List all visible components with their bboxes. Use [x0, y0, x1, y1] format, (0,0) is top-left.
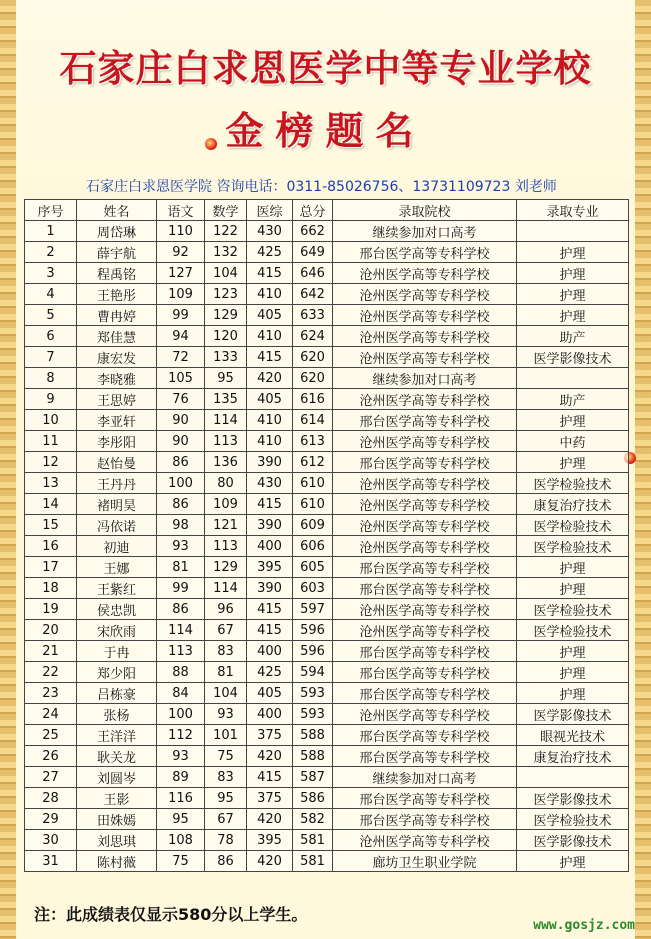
- cell-index: 31: [25, 851, 77, 872]
- cell-medical: 420: [247, 851, 293, 872]
- cell-index: 12: [25, 452, 77, 473]
- cell-index: 11: [25, 431, 77, 452]
- cell-math: 122: [205, 221, 247, 242]
- cell-total: 633: [293, 305, 333, 326]
- cell-medical: 430: [247, 221, 293, 242]
- cell-chinese: 92: [157, 242, 205, 263]
- cell-medical: 415: [247, 599, 293, 620]
- cell-medical: 425: [247, 662, 293, 683]
- cell-chinese: 81: [157, 557, 205, 578]
- cell-total: 616: [293, 389, 333, 410]
- cell-major: 护理: [517, 452, 629, 473]
- cell-name: 初迪: [77, 536, 157, 557]
- cell-major: 眼视光技术: [517, 725, 629, 746]
- cell-chinese: 100: [157, 473, 205, 494]
- cell-chinese: 90: [157, 410, 205, 431]
- cell-medical: 420: [247, 809, 293, 830]
- cell-major: 中药: [517, 431, 629, 452]
- cell-math: 75: [205, 746, 247, 767]
- table-row: [25, 809, 629, 830]
- cell-major: 护理: [517, 284, 629, 305]
- cell-school: 邢台医学高等专科学校: [333, 242, 517, 263]
- table-row: [25, 851, 629, 872]
- cell-name: 冯依诺: [77, 515, 157, 536]
- cell-name: 康宏发: [77, 347, 157, 368]
- cell-total: 582: [293, 809, 333, 830]
- cell-school: 沧州医学高等专科学校: [333, 326, 517, 347]
- cell-math: 95: [205, 788, 247, 809]
- cell-medical: 415: [247, 347, 293, 368]
- cell-medical: 420: [247, 746, 293, 767]
- cell-index: 28: [25, 788, 77, 809]
- cell-index: 7: [25, 347, 77, 368]
- cell-name: 王娜: [77, 557, 157, 578]
- cell-index: 22: [25, 662, 77, 683]
- cell-major: 护理: [517, 641, 629, 662]
- cell-medical: 400: [247, 641, 293, 662]
- lantern-icon: [205, 138, 217, 150]
- cell-major: 医学检验技术: [517, 536, 629, 557]
- cell-index: 6: [25, 326, 77, 347]
- cell-name: 郑佳慧: [77, 326, 157, 347]
- cell-chinese: 105: [157, 368, 205, 389]
- cell-chinese: 94: [157, 326, 205, 347]
- table-row: [25, 557, 629, 578]
- table-row: [25, 767, 629, 788]
- cell-major: 护理: [517, 557, 629, 578]
- col-header-school: 录取院校: [333, 200, 517, 221]
- table-row: [25, 515, 629, 536]
- cell-total: 642: [293, 284, 333, 305]
- cell-school: 邢台医学高等专科学校: [333, 662, 517, 683]
- cell-total: 662: [293, 221, 333, 242]
- cell-total: 581: [293, 830, 333, 851]
- cell-total: 593: [293, 683, 333, 704]
- cell-school: 邢台医学高等专科学校: [333, 410, 517, 431]
- cell-math: 120: [205, 326, 247, 347]
- cell-school: 邢台医学高等专科学校: [333, 452, 517, 473]
- cell-major: 医学检验技术: [517, 599, 629, 620]
- cell-medical: 375: [247, 725, 293, 746]
- cell-chinese: 112: [157, 725, 205, 746]
- cell-name: 周岱琳: [77, 221, 157, 242]
- cell-medical: 410: [247, 326, 293, 347]
- col-header-medical: 医综: [247, 200, 293, 221]
- cell-index: 13: [25, 473, 77, 494]
- cell-chinese: 76: [157, 389, 205, 410]
- results-table: [24, 199, 629, 872]
- cell-index: 21: [25, 641, 77, 662]
- table-row: [25, 620, 629, 641]
- cell-major: [517, 368, 629, 389]
- table-row: [25, 284, 629, 305]
- cell-name: 耿关龙: [77, 746, 157, 767]
- table-row: [25, 788, 629, 809]
- table-row: [25, 242, 629, 263]
- cell-school: 沧州医学高等专科学校: [333, 620, 517, 641]
- table-row: [25, 452, 629, 473]
- cell-math: 123: [205, 284, 247, 305]
- cell-chinese: 99: [157, 578, 205, 599]
- cell-school: 沧州医学高等专科学校: [333, 473, 517, 494]
- cell-math: 114: [205, 578, 247, 599]
- cell-chinese: 90: [157, 431, 205, 452]
- cell-math: 136: [205, 452, 247, 473]
- cell-math: 133: [205, 347, 247, 368]
- cell-medical: 415: [247, 494, 293, 515]
- table-row: [25, 410, 629, 431]
- cell-major: 医学检验技术: [517, 809, 629, 830]
- cell-index: 14: [25, 494, 77, 515]
- cell-medical: 390: [247, 578, 293, 599]
- cell-school: 沧州医学高等专科学校: [333, 830, 517, 851]
- cell-major: 护理: [517, 683, 629, 704]
- cell-total: 609: [293, 515, 333, 536]
- cell-school: 邢台医学高等专科学校: [333, 578, 517, 599]
- cell-total: 588: [293, 725, 333, 746]
- table-row: [25, 725, 629, 746]
- col-header-index: 序号: [25, 200, 77, 221]
- cell-chinese: 93: [157, 536, 205, 557]
- table-row: [25, 599, 629, 620]
- cell-math: 113: [205, 431, 247, 452]
- cell-total: 603: [293, 578, 333, 599]
- cell-index: 3: [25, 263, 77, 284]
- cell-school: 邢台医学高等专科学校: [333, 557, 517, 578]
- cell-medical: 425: [247, 242, 293, 263]
- cell-school: 继续参加对口高考: [333, 221, 517, 242]
- cell-chinese: 116: [157, 788, 205, 809]
- cell-name: 于冉: [77, 641, 157, 662]
- cell-medical: 390: [247, 452, 293, 473]
- cell-school: 沧州医学高等专科学校: [333, 284, 517, 305]
- cell-major: 护理: [517, 851, 629, 872]
- cell-total: 610: [293, 473, 333, 494]
- cell-index: 2: [25, 242, 77, 263]
- cell-math: 104: [205, 263, 247, 284]
- cell-math: 101: [205, 725, 247, 746]
- cell-chinese: 113: [157, 641, 205, 662]
- cell-index: 9: [25, 389, 77, 410]
- cell-medical: 405: [247, 305, 293, 326]
- cell-chinese: 127: [157, 263, 205, 284]
- cell-major: 医学影像技术: [517, 788, 629, 809]
- cell-total: 613: [293, 431, 333, 452]
- cell-name: 王紫红: [77, 578, 157, 599]
- cell-school: 沧州医学高等专科学校: [333, 431, 517, 452]
- cell-index: 25: [25, 725, 77, 746]
- col-header-chinese: 语文: [157, 200, 205, 221]
- table-row: [25, 578, 629, 599]
- cell-total: 587: [293, 767, 333, 788]
- table-row: [25, 431, 629, 452]
- cell-major: [517, 221, 629, 242]
- cell-school: 沧州医学高等专科学校: [333, 515, 517, 536]
- table-row: [25, 326, 629, 347]
- cell-chinese: 99: [157, 305, 205, 326]
- col-header-name: 姓名: [77, 200, 157, 221]
- cell-school: 邢台医学高等专科学校: [333, 725, 517, 746]
- cell-index: 26: [25, 746, 77, 767]
- table-row: [25, 746, 629, 767]
- cell-total: 649: [293, 242, 333, 263]
- cell-major: 护理: [517, 242, 629, 263]
- cell-index: 16: [25, 536, 77, 557]
- table-row: [25, 662, 629, 683]
- cell-math: 109: [205, 494, 247, 515]
- table-row: [25, 494, 629, 515]
- cell-math: 93: [205, 704, 247, 725]
- cell-total: 586: [293, 788, 333, 809]
- cell-chinese: 86: [157, 599, 205, 620]
- cell-major: 医学影像技术: [517, 347, 629, 368]
- cell-name: 程禹铭: [77, 263, 157, 284]
- cell-name: 侯忠凯: [77, 599, 157, 620]
- cell-major: 康复治疗技术: [517, 746, 629, 767]
- cell-math: 132: [205, 242, 247, 263]
- cell-medical: 400: [247, 704, 293, 725]
- table-row: [25, 536, 629, 557]
- cell-index: 8: [25, 368, 77, 389]
- cell-math: 96: [205, 599, 247, 620]
- cell-total: 594: [293, 662, 333, 683]
- cell-school: 继续参加对口高考: [333, 767, 517, 788]
- cell-chinese: 84: [157, 683, 205, 704]
- cell-name: 薛宇航: [77, 242, 157, 263]
- cell-name: 王影: [77, 788, 157, 809]
- cell-chinese: 114: [157, 620, 205, 641]
- cell-name: 陈村薇: [77, 851, 157, 872]
- cell-major: 护理: [517, 410, 629, 431]
- cell-chinese: 95: [157, 809, 205, 830]
- table-row: [25, 263, 629, 284]
- cell-math: 95: [205, 368, 247, 389]
- cell-index: 29: [25, 809, 77, 830]
- cell-medical: 420: [247, 368, 293, 389]
- cell-major: 医学检验技术: [517, 473, 629, 494]
- cell-index: 19: [25, 599, 77, 620]
- cell-school: 沧州医学高等专科学校: [333, 536, 517, 557]
- cell-medical: 430: [247, 473, 293, 494]
- footnote: 注：此成绩表仅显示580分以上学生。: [34, 905, 308, 924]
- cell-chinese: 89: [157, 767, 205, 788]
- cell-name: 吕栋豪: [77, 683, 157, 704]
- cell-math: 104: [205, 683, 247, 704]
- cell-name: 田姝嫣: [77, 809, 157, 830]
- cell-math: 83: [205, 641, 247, 662]
- cell-major: 医学检验技术: [517, 515, 629, 536]
- col-header-total: 总分: [293, 200, 333, 221]
- cell-total: 588: [293, 746, 333, 767]
- cell-index: 24: [25, 704, 77, 725]
- cell-chinese: 98: [157, 515, 205, 536]
- cell-school: 沧州医学高等专科学校: [333, 494, 517, 515]
- cell-major: 助产: [517, 389, 629, 410]
- cell-name: 王艳彤: [77, 284, 157, 305]
- table-header-row: [25, 200, 629, 221]
- cell-school: 沧州医学高等专科学校: [333, 263, 517, 284]
- cell-major: 医学检验技术: [517, 620, 629, 641]
- cell-index: 18: [25, 578, 77, 599]
- table-row: [25, 368, 629, 389]
- cell-major: 医学影像技术: [517, 704, 629, 725]
- cell-name: 王思婷: [77, 389, 157, 410]
- cell-medical: 415: [247, 263, 293, 284]
- cell-index: 20: [25, 620, 77, 641]
- cell-medical: 390: [247, 515, 293, 536]
- cell-total: 614: [293, 410, 333, 431]
- cell-major: 护理: [517, 263, 629, 284]
- cell-total: 596: [293, 641, 333, 662]
- watermark-site: www.gosjz.com: [533, 918, 635, 933]
- cell-medical: 405: [247, 683, 293, 704]
- cell-math: 129: [205, 305, 247, 326]
- cell-index: 5: [25, 305, 77, 326]
- cell-major: 护理: [517, 662, 629, 683]
- cell-math: 83: [205, 767, 247, 788]
- cell-school: 邢台医学高等专科学校: [333, 788, 517, 809]
- cell-total: 612: [293, 452, 333, 473]
- cell-name: 张杨: [77, 704, 157, 725]
- cell-index: 27: [25, 767, 77, 788]
- col-header-math: 数学: [205, 200, 247, 221]
- cell-math: 113: [205, 536, 247, 557]
- cell-math: 67: [205, 620, 247, 641]
- table-row: [25, 641, 629, 662]
- cell-name: 李亚轩: [77, 410, 157, 431]
- cell-name: 李彤阳: [77, 431, 157, 452]
- cell-major: 医学影像技术: [517, 830, 629, 851]
- cell-math: 86: [205, 851, 247, 872]
- cell-school: 沧州医学高等专科学校: [333, 704, 517, 725]
- cell-medical: 400: [247, 536, 293, 557]
- cell-chinese: 86: [157, 494, 205, 515]
- cell-index: 30: [25, 830, 77, 851]
- cell-total: 593: [293, 704, 333, 725]
- cell-major: 护理: [517, 578, 629, 599]
- cell-name: 刘思琪: [77, 830, 157, 851]
- cell-index: 4: [25, 284, 77, 305]
- cell-major: [517, 767, 629, 788]
- table-row: [25, 683, 629, 704]
- table-row: [25, 473, 629, 494]
- cell-math: 78: [205, 830, 247, 851]
- cell-chinese: 88: [157, 662, 205, 683]
- cell-index: 10: [25, 410, 77, 431]
- table-row: [25, 830, 629, 851]
- cell-school: 邢台医学高等专科学校: [333, 746, 517, 767]
- table-row: [25, 305, 629, 326]
- table-row: [25, 347, 629, 368]
- cell-total: 620: [293, 368, 333, 389]
- cell-total: 581: [293, 851, 333, 872]
- cell-school: 邢台医学高等专科学校: [333, 683, 517, 704]
- cell-math: 114: [205, 410, 247, 431]
- cell-name: 刘圆岑: [77, 767, 157, 788]
- col-header-major: 录取专业: [517, 200, 629, 221]
- cell-name: 王洋洋: [77, 725, 157, 746]
- cell-total: 597: [293, 599, 333, 620]
- cell-medical: 395: [247, 557, 293, 578]
- school-title: 石家庄白求恩医学中等专业学校: [59, 46, 592, 90]
- contact-info: 石家庄白求恩医学院 咨询电话：0311-85026756、13731109723 刘老师: [86, 179, 557, 195]
- cell-math: 67: [205, 809, 247, 830]
- cell-math: 129: [205, 557, 247, 578]
- cell-school: 廊坊卫生职业学院: [333, 851, 517, 872]
- cell-medical: 375: [247, 788, 293, 809]
- cell-name: 褚明昊: [77, 494, 157, 515]
- cell-math: 81: [205, 662, 247, 683]
- cell-chinese: 109: [157, 284, 205, 305]
- cell-index: 17: [25, 557, 77, 578]
- cell-math: 80: [205, 473, 247, 494]
- cell-medical: 415: [247, 620, 293, 641]
- cell-medical: 410: [247, 431, 293, 452]
- cell-major: 护理: [517, 305, 629, 326]
- cell-chinese: 86: [157, 452, 205, 473]
- cell-total: 646: [293, 263, 333, 284]
- cell-medical: 410: [247, 410, 293, 431]
- cell-name: 李晓雅: [77, 368, 157, 389]
- cell-school: 继续参加对口高考: [333, 368, 517, 389]
- cell-name: 赵怡曼: [77, 452, 157, 473]
- cell-math: 121: [205, 515, 247, 536]
- cell-name: 曹冉婷: [77, 305, 157, 326]
- cell-medical: 415: [247, 767, 293, 788]
- cell-medical: 410: [247, 284, 293, 305]
- cell-medical: 405: [247, 389, 293, 410]
- cell-total: 624: [293, 326, 333, 347]
- cell-math: 135: [205, 389, 247, 410]
- cell-chinese: 108: [157, 830, 205, 851]
- cell-chinese: 100: [157, 704, 205, 725]
- cell-medical: 395: [247, 830, 293, 851]
- cell-major: 助产: [517, 326, 629, 347]
- cell-chinese: 75: [157, 851, 205, 872]
- cell-chinese: 72: [157, 347, 205, 368]
- cell-major: 康复治疗技术: [517, 494, 629, 515]
- table-row: [25, 704, 629, 725]
- cell-school: 邢台医学高等专科学校: [333, 809, 517, 830]
- cell-index: 15: [25, 515, 77, 536]
- cell-total: 606: [293, 536, 333, 557]
- honor-title: 金榜题名: [225, 108, 426, 153]
- cell-school: 沧州医学高等专科学校: [333, 389, 517, 410]
- cell-school: 沧州医学高等专科学校: [333, 305, 517, 326]
- cell-name: 郑少阳: [77, 662, 157, 683]
- cell-school: 邢台医学高等专科学校: [333, 641, 517, 662]
- cell-chinese: 93: [157, 746, 205, 767]
- cell-total: 610: [293, 494, 333, 515]
- table-row: [25, 389, 629, 410]
- cell-index: 23: [25, 683, 77, 704]
- cell-school: 沧州医学高等专科学校: [333, 599, 517, 620]
- cell-name: 宋欣雨: [77, 620, 157, 641]
- cell-school: 沧州医学高等专科学校: [333, 347, 517, 368]
- table-row: [25, 221, 629, 242]
- cell-index: 1: [25, 221, 77, 242]
- cell-chinese: 110: [157, 221, 205, 242]
- cell-total: 596: [293, 620, 333, 641]
- cell-total: 620: [293, 347, 333, 368]
- cell-name: 王丹丹: [77, 473, 157, 494]
- cell-total: 605: [293, 557, 333, 578]
